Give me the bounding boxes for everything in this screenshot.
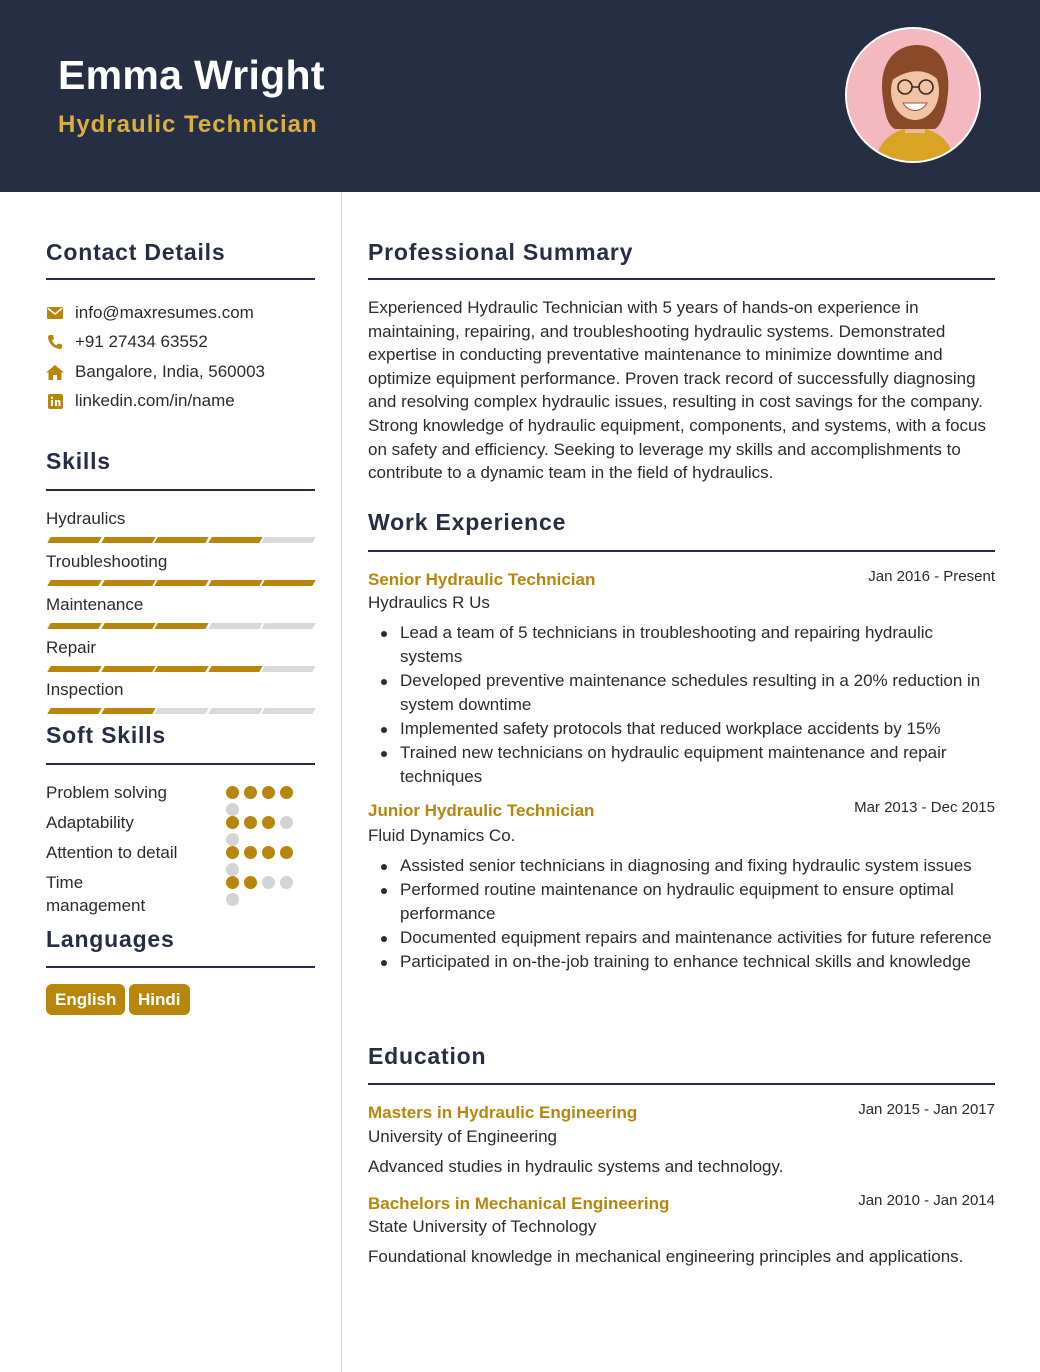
rating-dot-filled	[280, 786, 293, 799]
languages-section-title: Languages	[46, 926, 175, 952]
rating-dot-filled	[244, 876, 257, 889]
skill-bar	[46, 580, 315, 586]
skills-section-rule	[46, 489, 315, 491]
skill-label: Inspection	[46, 680, 124, 699]
rating-dot-filled	[226, 816, 239, 829]
column-divider	[341, 192, 342, 1372]
job-bullet: Lead a team of 5 technicians in troubleshooting and repairing hydraulic systems	[400, 621, 995, 669]
job-bullet: Documented equipment repairs and maintenance activities for future reference	[400, 926, 995, 950]
soft-skill-dots	[226, 846, 306, 876]
languages-section-rule	[46, 966, 315, 968]
skill-segment-filled	[154, 666, 208, 672]
soft-skill-label: Attention to detail	[46, 843, 178, 862]
skill-segment-filled	[101, 537, 155, 543]
edu-description: Foundational knowledge in mechanical engineering principles and applications.	[368, 1247, 964, 1266]
language-badge: English	[46, 984, 125, 1015]
soft-skills-section-title: Soft Skills	[46, 722, 166, 748]
rating-dot-filled	[262, 786, 275, 799]
soft-skill-label: Adaptability	[46, 813, 134, 832]
skill-segment-filled	[208, 666, 262, 672]
skills-section-title: Skills	[46, 448, 111, 474]
skill-label: Repair	[46, 638, 97, 657]
rating-dot-filled	[244, 816, 257, 829]
skill-segment-empty	[261, 623, 315, 629]
skill-segment-filled	[101, 580, 155, 586]
skill-segment-filled	[101, 666, 155, 672]
skill-segment-empty	[261, 537, 315, 543]
contact-email-text: info@maxresumes.com	[75, 303, 254, 322]
job-dates: Mar 2013 - Dec 2015	[854, 799, 995, 816]
rating-dot-empty	[280, 876, 293, 889]
edu-dates: Jan 2010 - Jan 2014	[858, 1192, 995, 1209]
skill-segment-filled	[154, 623, 208, 629]
rating-dot-filled	[262, 846, 275, 859]
edu-degree: Masters in Hydraulic Engineering	[368, 1103, 638, 1122]
job-dates: Jan 2016 - Present	[868, 568, 995, 585]
rating-dot-empty	[280, 816, 293, 829]
job-bullet: Trained new technicians on hydraulic equipment maintenance and repair techniques	[400, 741, 995, 789]
rating-dot-filled	[226, 876, 239, 889]
skill-segment-filled	[261, 580, 315, 586]
skill-label: Troubleshooting	[46, 552, 168, 571]
job-bullet: Assisted senior technicians in diagnosing and fixing hydraulic system issues	[400, 854, 995, 878]
skill-segment-empty	[208, 623, 262, 629]
soft-skill-dots	[226, 816, 306, 846]
contact-section-rule	[46, 278, 315, 280]
rating-dot-filled	[244, 786, 257, 799]
skill-bar	[46, 708, 315, 714]
skill-segment-filled	[208, 537, 262, 543]
rating-dot-filled	[262, 816, 275, 829]
skill-segment-filled	[47, 537, 101, 543]
experience-section-title: Work Experience	[368, 509, 567, 535]
education-section-title: Education	[368, 1043, 487, 1069]
contact-linkedin[interactable]	[46, 391, 235, 411]
home-icon	[46, 363, 64, 381]
skill-segment-filled	[208, 580, 262, 586]
job-company: Fluid Dynamics Co.	[368, 826, 516, 845]
language-badge: Hindi	[129, 984, 190, 1015]
experience-section-rule	[368, 550, 995, 552]
summary-section-title: Professional Summary	[368, 239, 634, 265]
contact-linkedin-text: linkedin.com/in/name	[75, 391, 235, 410]
soft-skill-label: Problem solving	[46, 783, 167, 802]
skill-label: Maintenance	[46, 595, 144, 614]
soft-skill-dots	[226, 876, 306, 906]
skill-segment-filled	[47, 666, 101, 672]
profile-photo-image	[847, 29, 981, 163]
rating-dot-filled	[244, 846, 257, 859]
edu-dates: Jan 2015 - Jan 2017	[858, 1101, 995, 1118]
edu-school: University of Engineering	[368, 1127, 557, 1146]
candidate-name: Emma Wright	[58, 52, 325, 98]
rating-dot-empty	[262, 876, 275, 889]
contact-email[interactable]	[46, 303, 254, 323]
soft-skill-dots	[226, 786, 306, 816]
rating-dot-empty	[226, 863, 239, 876]
job-bullets	[400, 854, 995, 974]
phone-icon	[46, 333, 64, 351]
job-company: Hydraulics R Us	[368, 593, 490, 612]
skill-segment-empty	[261, 708, 315, 714]
edu-school: State University of Technology	[368, 1217, 597, 1236]
rating-dot-filled	[226, 786, 239, 799]
job-bullets	[400, 621, 995, 789]
job-bullet: Implemented safety protocols that reduced workplace accidents by 15%	[400, 717, 995, 741]
edu-degree: Bachelors in Mechanical Engineering	[368, 1194, 670, 1213]
job-bullet: Developed preventive maintenance schedules resulting in a 20% reduction in system downtime	[400, 669, 995, 717]
skill-segment-empty	[208, 708, 262, 714]
skill-bar	[46, 623, 315, 629]
rating-dot-empty	[226, 893, 239, 906]
contact-phone-text: +91 27434 63552	[75, 332, 208, 351]
job-title: Junior Hydraulic Technician	[368, 801, 595, 820]
linkedin-icon	[46, 392, 64, 410]
skill-segment-empty	[154, 708, 208, 714]
summary-text: Experienced Hydraulic Technician with 5 years of hands-on experience in maintaining, repairing, and troubleshooting hydraulic systems. Demonstrated expertise in conducting preventative maintenance to minimize downtime and optimize equipment performance. Proven track record of successfully diagnosing and resolving complex hydraulic issues, resulting in cost savings for the company. Strong knowledge of hydraulic equipment, components, and systems, with a focus on safety and efficiency. Seeking to leverage my skills and accomplishments to contribute to a dynamic team in the field of hydraulics.	[368, 298, 987, 483]
profile-photo	[845, 27, 981, 163]
contact-section-title: Contact Details	[46, 239, 226, 265]
skill-bar	[46, 666, 315, 672]
skill-label: Hydraulics	[46, 509, 126, 528]
resume-header	[0, 0, 1040, 192]
candidate-title: Hydraulic Technician	[58, 111, 318, 138]
job-bullet: Participated in on-the-job training to enhance technical skills and knowledge	[400, 950, 995, 974]
edu-description: Advanced studies in hydraulic systems and technology.	[368, 1157, 784, 1176]
skill-segment-filled	[101, 623, 155, 629]
skill-segment-filled	[47, 623, 101, 629]
job-bullet: Performed routine maintenance on hydraulic equipment to ensure optimal performance	[400, 878, 995, 926]
job-title: Senior Hydraulic Technician	[368, 570, 596, 589]
rating-dot-filled	[226, 846, 239, 859]
skill-bar	[46, 537, 315, 543]
contact-phone[interactable]	[46, 332, 208, 352]
skill-segment-filled	[154, 537, 208, 543]
skill-segment-empty	[261, 666, 315, 672]
summary-section-rule	[368, 278, 995, 280]
contact-location	[46, 362, 265, 382]
rating-dot-empty	[226, 803, 239, 816]
envelope-icon	[46, 304, 64, 322]
skill-segment-filled	[101, 708, 155, 714]
soft-skills-section-rule	[46, 763, 315, 765]
rating-dot-filled	[280, 846, 293, 859]
rating-dot-empty	[226, 833, 239, 846]
education-section-rule	[368, 1083, 995, 1085]
contact-location-text: Bangalore, India, 560003	[75, 362, 265, 381]
skill-segment-filled	[154, 580, 208, 586]
skill-segment-filled	[47, 580, 101, 586]
skill-segment-filled	[47, 708, 101, 714]
soft-skill-label: Time management	[46, 873, 146, 915]
